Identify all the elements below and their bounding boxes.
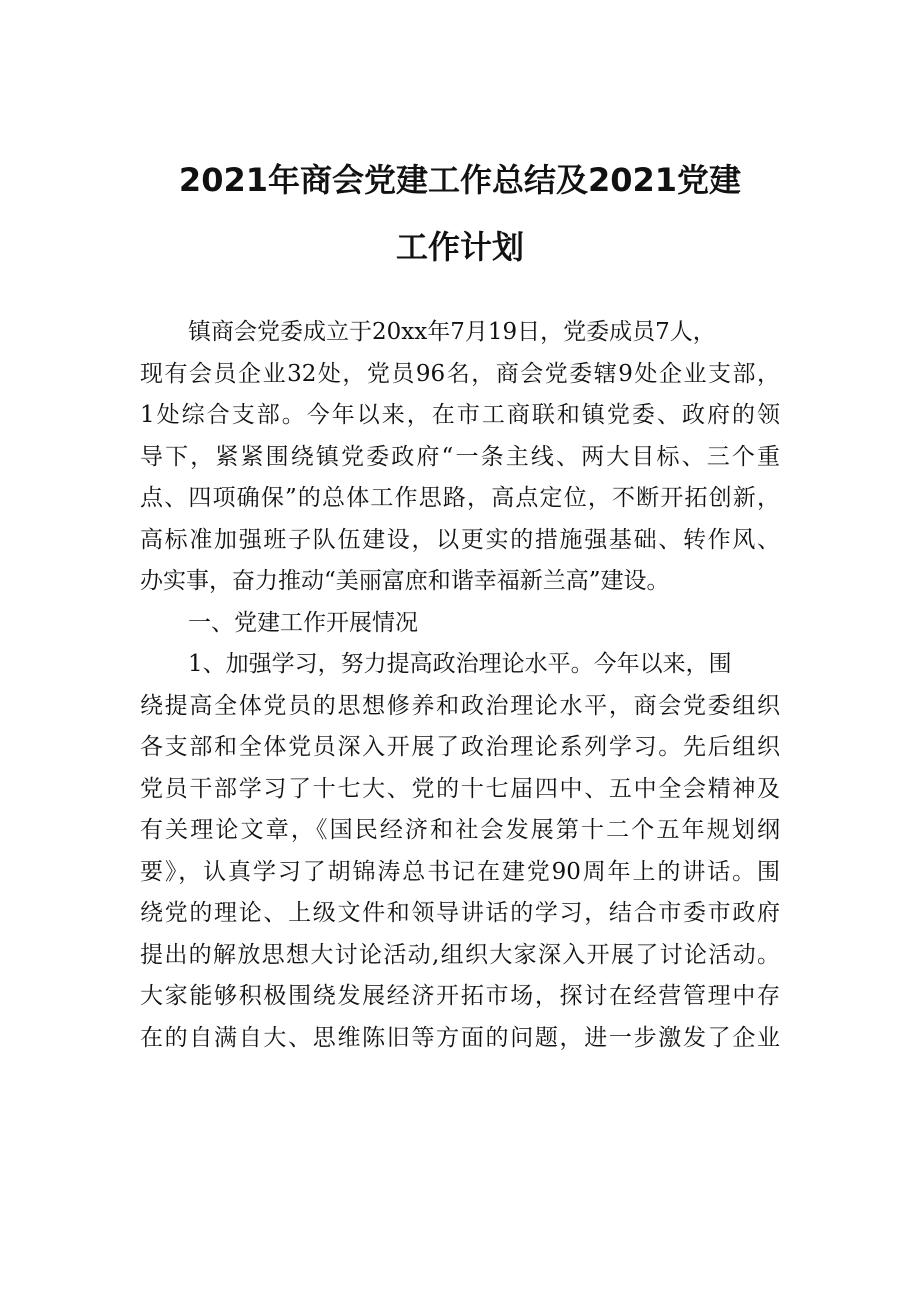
paragraph-2-line-10: 在的自满自大、思维陈旧等方面的问题，进一步激发了企业: [140, 1024, 780, 1051]
section-heading: 一、党建工作开展情况: [188, 609, 418, 636]
paragraph-2-line-4: 党员干部学习了十七大、党的十七届四中、五中全会精神及: [140, 775, 780, 802]
paragraph-1-line-6: 高标准加强班子队伍建设，以更实的措施强基础、转作风、: [140, 526, 780, 553]
document-body: [140, 312, 780, 1059]
paragraph-2-line-1: 1、加强学习，努力提高政治理论水平。今年以来，围: [188, 651, 732, 677]
paragraph-1-line-2: 现有会员企业32处，党员96名，商会党委辖9处企业支部，: [140, 360, 780, 387]
paragraph-2-line-6: 要》，认真学习了胡锦涛总书记在建党90周年上的讲话。围: [140, 858, 780, 885]
paragraph-2-line-7: 绕党的理论、上级文件和领导讲话的学习，结合市委市政府: [140, 900, 780, 926]
paragraph-1-line-3: 1处综合支部。今年以来，在市工商联和镇党委、政府的领: [140, 402, 780, 428]
paragraph-2-line-2: 绕提高全体党员的思想修养和政治理论水平，商会党委组织: [140, 692, 780, 719]
paragraph-2-line-5: 有关理论文章，《国民经济和社会发展第十二个五年规划纲: [140, 817, 780, 843]
paragraph-2-line-8: 提出的解放思想大讨论活动,组织大家深入开展了讨论活动。: [140, 941, 780, 968]
paragraph-1-line-7: 办实事，奋力推动“美丽富庶和谐幸福新兰高”建设。: [140, 568, 670, 594]
paragraph-1-line-5: 点、四项确保”的总体工作思路，高点定位，不断开拓创新，: [140, 485, 780, 511]
paragraph-1-line-1: 镇商会党委成立于20xx年7月19日，党委成员7人，: [188, 319, 716, 345]
document-title-line-1: 2021年商会党建工作总结及2021党建: [178, 161, 742, 199]
paragraph-2-line-9: 大家能够积极围绕发展经济开拓市场，探讨在经营管理中存: [140, 983, 780, 1009]
document-title-line-2: 工作计划: [395, 228, 524, 266]
paragraph-1-line-4: 导下，紧紧围绕镇党委政府“一条主线、两大目标、三个重: [140, 443, 780, 470]
paragraph-2-line-3: 各支部和全体党员深入开展了政治理论系列学习。先后组织: [140, 734, 780, 760]
